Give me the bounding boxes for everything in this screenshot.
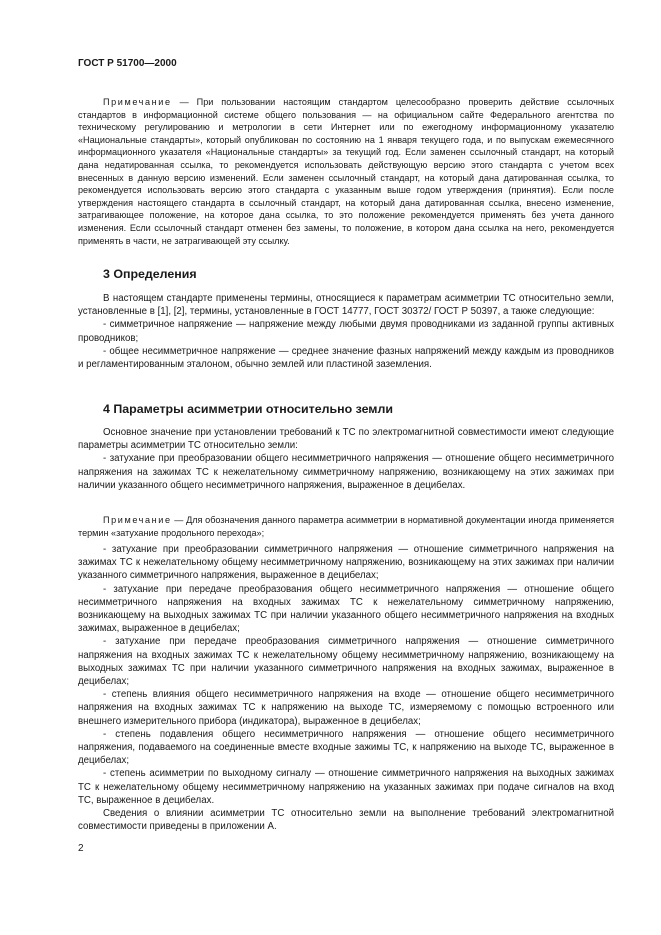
paragraph: Сведения о влиянии асимметрии ТС относительно земли на выполнение требований электромагнитной совместимости приведены в приложении А. <box>78 808 614 833</box>
paragraph: - степень асимметрии по выходному сигналу — отношение симметричного напряжения на выходных зажимах ТС к нежелательному общему несимметричному напряжению на указанных зажимах при подаче сигналов на вход ТС, выраженное в децибелах. <box>78 768 614 806</box>
section-4-body-b <box>78 543 614 833</box>
paragraph: - симметричное напряжение — напряжение между любыми двумя проводниками из заданной группы активных проводников; <box>78 319 614 344</box>
paragraph: - затухание при преобразовании общего несимметричного напряжения — отношение общего несимметричного напряжения на зажимах ТС к нежелательному симметричному напряжению, возникающему на этих зажимах при наличии указанного общего несимметричного напряжения, выраженное в децибелах. <box>78 453 614 491</box>
reference-note <box>78 96 614 247</box>
note-text: — Для обозначения данного параметра асимметрии в нормативной документации иногда применяется термин «затухание продольного перехода»; <box>78 515 614 538</box>
paragraph: В настоящем стандарте применены термины, относящиеся к параметрам асимметрии ТС относительно земли, установленные в [1], [2], термины, установленные в ГОСТ 14777, ГОСТ 30372/ ГОСТ Р 50397, а также следующие: <box>78 293 614 318</box>
page-number: 2 <box>78 843 84 854</box>
note-text: — При пользовании настоящим стандартом целесообразно проверить действие ссылочных стандартов в информационной системе общего пользования — на официальном сайте Федерального агентства по техническому регулированию и метрологии в сети Интернет или по ежегодному информационному указателю «Национальные стандарты», который опубликован по состоянию на 1 января текущего года, и по выпускам ежемесячного информационного указателя «Национальные стандарты» за текущий год. Если заменен ссылочный стандарт, на который дана недатированная ссылка, то рекомендуется использовать действующую версию этого стандарта с учетом всех внесенных в данную версию изменений. Если заменен ссылочный стандарт, на который дана датированная ссылка, то рекомендуется использовать версию этого стандарта с указанным выше годом утверждения (принятия). Если после утверждения настоящего стандарта в ссылочный стандарт, на который дана датированная ссылка, внесено изменение, затрагивающее положение, на которое дана ссылка, то это положение рекомендуется применять без учета данного изменения. Если ссылочный стандарт отменен без замены, то положение, в котором дана ссылка на него, рекомендуется применять в части, не затрагивающей эту ссылку. <box>78 97 614 246</box>
paragraph: - степень влияния общего несимметричного напряжения на входе — отношение общего несимметричного напряжения на входных зажимах ТС к напряжению на выходе ТС, измеряемому с помощью встроенного или внешнего измерительного прибора (индикатора), выраженное в децибелах; <box>78 689 614 727</box>
document-header: ГОСТ Р 51700—2000 <box>78 58 177 69</box>
paragraph: - затухание при преобразовании симметричного напряжения — отношение симметричного напряжения на зажимах ТС к нежелательному общему несимметричному напряжению, возникающему на этих зажимах при наличии указанного симметричного напряжения, выраженное в децибелах; <box>78 544 614 582</box>
section-4-body-a <box>78 426 614 492</box>
paragraph: Основное значение при установлении требований к ТС по электромагнитной совместимости имеют следующие параметры асимметрии ТС относительно земли: <box>78 427 614 452</box>
section-3-title: 3 Определения <box>103 267 197 281</box>
section-3-body <box>78 292 614 371</box>
paragraph: - степень подавления общего несимметричного напряжения — отношение общего несимметричного напряжения, подаваемого на соединенные вместе входные зажимы ТС, к напряжению на выходе ТС, выраженное в децибелах; <box>78 728 614 767</box>
paragraph: - затухание при передаче преобразования общего несимметричного напряжения — отношение общего несимметричного напряжения на входных зажимах ТС к нежелательному симметричному напряжению, возникающему на выходных зажимах ТС при наличии указанного общего несимметричного напряжения на входных зажимах, выраженное в децибелах; <box>78 583 614 635</box>
note-label: Примечание <box>103 97 172 107</box>
paragraph: - общее несимметричное напряжение — среднее значение фазных напряжений между каждым из проводников и регламентированным эталоном, обычно землей или пластиной заземления. <box>78 345 614 371</box>
term-note <box>78 514 614 539</box>
paragraph: - затухание при передаче преобразования симметричного напряжения — отношение симметричного напряжения на входных зажимах ТС к нежелательному общему несимметричному напряжению, возникающему на выходных зажимах ТС при наличии указанного симметричного напряжения на входных зажимах, выраженное в децибелах; <box>78 636 614 688</box>
section-4-title: 4 Параметры асимметрии относительно земли <box>103 402 393 416</box>
note-label: Примечание <box>103 515 172 525</box>
